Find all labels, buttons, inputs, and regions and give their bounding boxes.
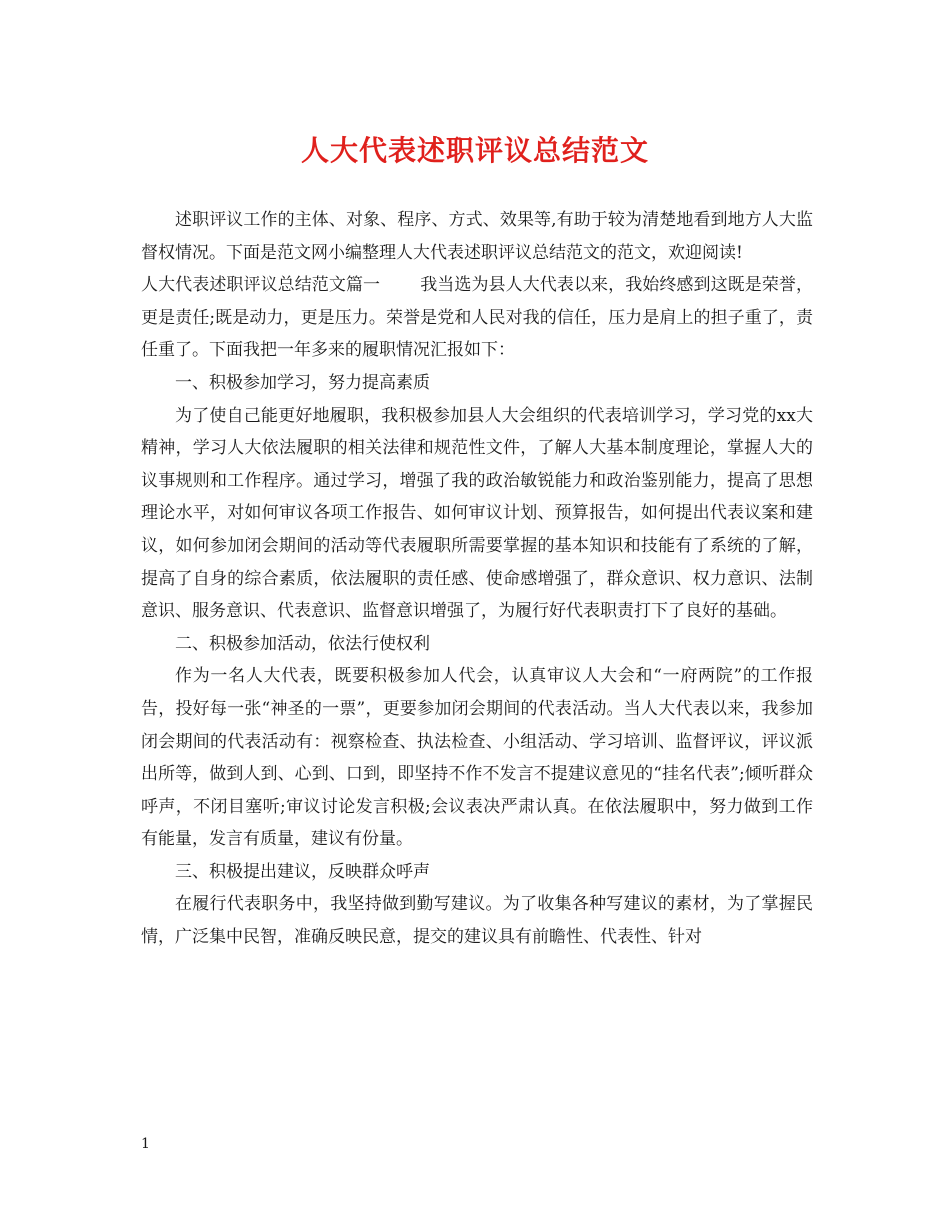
- section-heading-1: 一、积极参加学习，努力提高素质: [175, 372, 430, 393]
- section-heading-2: 二、积极参加活动，依法行使权利: [175, 633, 430, 654]
- body-paragraph-1: 为了使自己能更好地履职，我积极参加县人大会组织的代表培训学习，学习党的xx大精神，学习人大依法履职的相关法律和规范性文件，了解人大基本制度理论，掌握人大的议事规则和工作程序。通过学习，增强了我的政治敏锐能力和政治鉴别能力，提高了思想理论水平，对如何审议各项工作报告、如何审议计划、预算报告，如何提出代表议案和建议，如何参加闭会期间的活动等代表履职所需要掌握的基本知识和技能有了系统的了解，提高了自身的综合素质，依法履职的责任感、使命感增强了，群众意识、权力意识、法制意识、服务意识、代表意识、监督意识增强了，为履行好代表职责打下了良好的基础。: [141, 405, 813, 622]
- section-heading-3: 三、积极提出建议，反映群众呼声: [175, 861, 430, 882]
- section-paragraph: [141, 269, 813, 367]
- document-body: [141, 204, 813, 954]
- page-number: 1: [141, 1136, 150, 1152]
- intro-paragraph: 述职评议工作的主体、对象、程序、方式、效果等,有助于较为清楚地看到地方人大监督权情况。下面是范文网小编整理人大代表述职评议总结范文的范文，欢迎阅读!: [141, 210, 813, 263]
- document-title: 人大代表述职评议总结范文: [300, 134, 649, 167]
- body-paragraph-3: 在履行代表职务中，我坚持做到勤写建议。为了收集各种写建议的素材，为了掌握民情，广泛集中民智，准确反映民意，提交的建议具有前瞻性、代表性、针对: [141, 894, 813, 948]
- section-label: 人大代表述职评议总结范文篇一: [141, 275, 381, 296]
- opening-text: 我当选为县人大代表以来，我始终感到这既是荣誉，更是责任;既是动力，更是压力。荣誉是党和人民对我的信任，压力是肩上的担子重了，责任重了。下面我把一年多来的履职情况汇报如下：: [141, 275, 814, 361]
- body-paragraph-2: 作为一名人大代表，既要积极参加人代会，认真审议人大会和“一府两院”的工作报告，投好每一张“神圣的一票”，更要参加闭会期间的代表活动。当人大代表以来，我参加闭会期间的代表活动有：视察检查、执法检查、小组活动、学习培训、监督评议，评议派出所等，做到人到、心到、口到，即坚持不作不发言不提建议意见的“挂名代表”;倾听群众呼声，不闭目塞听;审议讨论发言积极;会议表决严肃认真。在依法履职中，努力做到工作有能量，发言有质量，建议有份量。: [141, 666, 813, 850]
